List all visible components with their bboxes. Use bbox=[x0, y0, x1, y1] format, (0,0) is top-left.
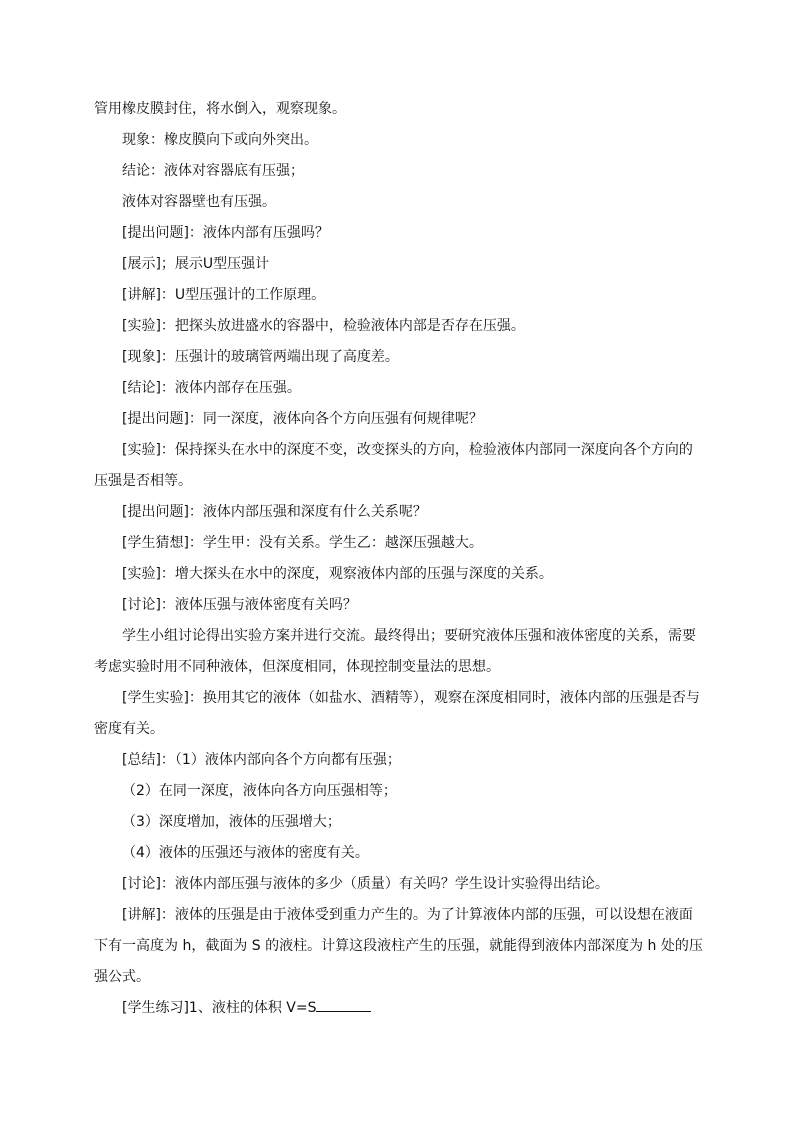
paragraph: [提出问题]：液体内部压强和深度有什么关系呢？ bbox=[122, 504, 427, 520]
paragraph: [讨论]：液体压强与液体密度有关吗？ bbox=[122, 597, 357, 613]
paragraph: [讲解]：液体的压强是由于液体受到重力产生的。为了计算液体内部的压强，可以设想在液面下有一高度为 h，截面为 S 的液柱。计算这段液柱产生的压强，就能得到液体内部深度为 h 处的压强公式。 bbox=[94, 907, 703, 985]
paragraph: [实验]：把探头放进盛水的容器中，检验液体内部是否存在压强。 bbox=[122, 318, 525, 334]
paragraph: 学生小组讨论得出实验方案并进行交流。最终得出；要研究液体压强和液体密度的关系，需要考虑实验时用不同种液体，但深度相同，体现控制变量法的思想。 bbox=[94, 628, 696, 675]
paragraph: 管用橡皮膜封住，将水倒入，观察现象。 bbox=[94, 101, 346, 117]
paragraph: [讨论]：液体内部压强与液体的多少（质量）有关吗？学生设计实验得出结论。 bbox=[122, 876, 609, 892]
paragraph: [总结]：（1）液体内部向各个方向都有压强； bbox=[122, 752, 401, 768]
paragraph: [提出问题]：同一深度，液体向各个方向压强有何规律呢？ bbox=[122, 411, 483, 427]
paragraph: [实验]：增大探头在水中的深度，观察液体内部的压强与深度的关系。 bbox=[122, 566, 553, 582]
answer-blank bbox=[316, 999, 371, 1012]
paragraph: 现象：橡皮膜向下或向外突出。 bbox=[122, 132, 318, 148]
paragraph: [结论]：液体内部存在压强。 bbox=[122, 380, 301, 396]
document-page bbox=[94, 94, 704, 1024]
paragraph: [学生猜想]：学生甲：没有关系。学生乙：越深压强越大。 bbox=[122, 535, 483, 551]
paragraph: 液体对容器壁也有压强。 bbox=[122, 194, 276, 210]
paragraph: [学生实验]：换用其它的液体（如盐水、酒精等），观察在深度相同时，液体内部的压强是否与密度有关。 bbox=[94, 690, 700, 737]
exercise-line bbox=[94, 993, 704, 1024]
exercise-text: [学生练习]1、液柱的体积 V=S bbox=[122, 1000, 317, 1016]
paragraph: [展示]；展示U型压强计 bbox=[122, 256, 270, 272]
paragraph: （2）在同一深度，液体向各方向压强相等； bbox=[122, 783, 397, 799]
paragraph: [实验]：保持探头在水中的深度不变，改变探头的方向，检验液体内部同一深度向各个方向的压强是否相等。 bbox=[94, 442, 693, 489]
paragraph: 结论：液体对容器底有压强； bbox=[122, 163, 304, 179]
paragraph: （4）液体的压强还与液体的密度有关。 bbox=[122, 845, 369, 861]
paragraph: [讲解]：U型压强计的工作原理。 bbox=[122, 287, 326, 303]
paragraph: [提出问题]：液体内部有压强吗？ bbox=[122, 225, 329, 241]
paragraph: [现象]：压强计的玻璃管两端出现了高度差。 bbox=[122, 349, 399, 365]
paragraph: （3）深度增加，液体的压强增大； bbox=[122, 814, 341, 830]
